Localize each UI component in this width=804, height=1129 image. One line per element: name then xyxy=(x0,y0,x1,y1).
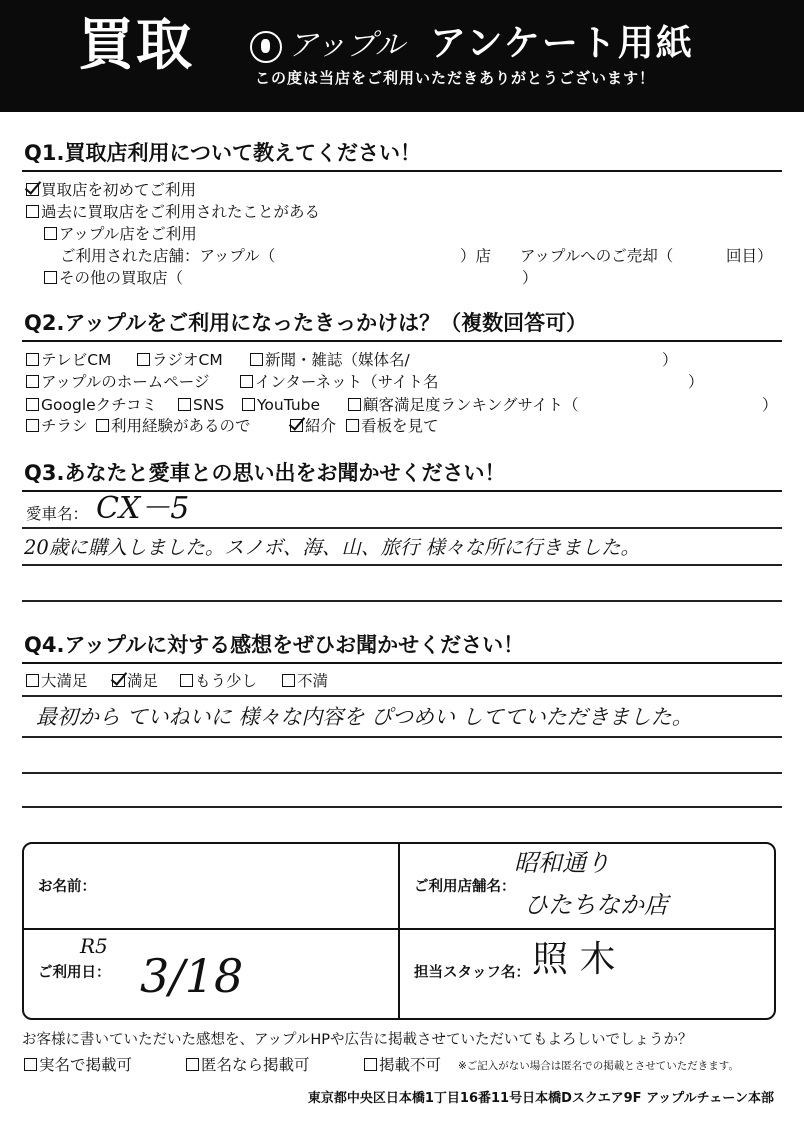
q1-option-other-label: その他の買取店（ xyxy=(59,269,184,287)
staff-name-label: 担当スタッフ名： xyxy=(414,965,530,981)
brand-logo xyxy=(250,28,405,64)
header-big-title: 買取 xyxy=(78,13,194,78)
q1-option-first-label: 買取店を初めてご利用 xyxy=(41,181,197,199)
q1-heading: Q1.買取店利用について教えてください！ xyxy=(24,141,422,165)
q4-line-1 xyxy=(22,695,782,697)
publish-option-real-name[interactable] xyxy=(24,1055,132,1075)
q4-option-unsatisfied-label: 不満 xyxy=(297,672,329,690)
q1-sales-count-label: アップルへのご売却（ xyxy=(520,247,674,265)
q2-ranking-close: ） xyxy=(762,396,778,414)
checkbox-icon[interactable] xyxy=(96,419,109,432)
header-subtitle: この度は当店をご利用いただきありがとうございます！ xyxy=(255,69,656,87)
publish-option-not-allowed-label: 掲載不可 xyxy=(379,1056,442,1074)
q1-underline xyxy=(22,170,782,172)
usage-date-label: ご利用日： xyxy=(38,965,111,981)
q4-comment-text: 最初から ていねいに 様々な内容を ぴつめい してていただきました。 xyxy=(36,705,693,729)
q4-line-2 xyxy=(22,736,782,738)
checkbox-icon[interactable] xyxy=(348,398,361,411)
usage-date-era: R5 xyxy=(80,934,108,958)
q2-option-radio-label: ラジオCM xyxy=(152,351,223,369)
q1-option-first[interactable] xyxy=(26,180,196,200)
publish-option-real-label: 実名で掲載可 xyxy=(39,1056,133,1074)
q2-option-signboard-label: 看板を見て xyxy=(361,417,439,435)
q2-option-tv[interactable] xyxy=(26,350,111,370)
header-banner xyxy=(0,0,804,112)
checkbox-checked-icon[interactable] xyxy=(290,419,303,432)
q4-option-more-label: もう少し xyxy=(195,672,258,690)
checkbox-icon[interactable] xyxy=(26,419,39,432)
q1-other-close: ） xyxy=(522,269,538,287)
q3-line-2 xyxy=(22,564,782,566)
q2-option-homepage-label: アップルのホームページ xyxy=(41,373,210,391)
q2-option-radio[interactable] xyxy=(137,350,223,370)
q1-option-apple[interactable] xyxy=(44,224,197,244)
brand-name: アップル xyxy=(288,28,405,63)
shop-name-value-line1: 昭和通り xyxy=(514,849,610,877)
q4-option-satisfied[interactable] xyxy=(112,671,158,691)
publish-note: ※ご記入がない場合は匿名での掲載とさせていただきます。 xyxy=(458,1060,739,1072)
publish-option-anonymous[interactable] xyxy=(186,1055,310,1075)
q2-option-homepage[interactable] xyxy=(26,372,210,392)
q2-option-tv-label: テレビCM xyxy=(41,351,112,369)
checkbox-checked-icon[interactable] xyxy=(112,674,125,687)
q2-option-referral-label: 紹介 xyxy=(305,417,337,435)
q2-option-flyer-label: チラシ xyxy=(41,417,88,435)
q1-sales-count-close: 回目） xyxy=(726,247,773,265)
checkbox-icon[interactable] xyxy=(240,375,253,388)
checkbox-icon[interactable] xyxy=(137,353,150,366)
usage-date-value: 3/18 xyxy=(140,949,244,1003)
company-address: 東京都中央区日本橋1丁目16番11号日本橋Dスクエア9F アップルチェーン本部 xyxy=(307,1091,774,1106)
checkbox-icon[interactable] xyxy=(26,205,39,218)
q2-option-sns[interactable] xyxy=(178,395,224,415)
q2-heading: Q2.アップルをご利用になったきっかけは？（複数回答可） xyxy=(24,311,588,335)
shop-name-value-line2: ひたちなか店 xyxy=(524,891,668,919)
checkbox-icon[interactable] xyxy=(26,674,39,687)
q4-option-more[interactable] xyxy=(180,671,257,691)
publish-permission-question: お客様に書いていただいた感想を、アップルHPや広告に掲載させていただいてもよろしいでしょうか？ xyxy=(22,1032,693,1048)
q1-shop-field-close: ）店 xyxy=(460,247,492,265)
q2-option-google-label: Googleクチコミ xyxy=(41,396,158,414)
checkbox-icon[interactable] xyxy=(26,353,39,366)
panel-vertical-divider xyxy=(398,844,400,1018)
header-title: アンケート用紙 xyxy=(430,23,694,64)
q3-heading: Q3.あなたと愛車との思い出をお聞かせください！ xyxy=(24,461,506,485)
q4-heading: Q4.アップルに対する感想をぜひお聞かせください！ xyxy=(24,633,525,657)
q2-option-experience-label: 利用経験があるので xyxy=(111,417,251,435)
q3-line-3 xyxy=(22,600,782,602)
q4-underline xyxy=(22,662,782,664)
checkbox-icon[interactable] xyxy=(346,419,359,432)
q2-option-flyer[interactable] xyxy=(26,416,88,436)
checkbox-icon[interactable] xyxy=(44,227,57,240)
q2-option-google[interactable] xyxy=(26,395,157,415)
q2-option-internet[interactable] xyxy=(240,372,439,392)
q3-car-value: CX－5 xyxy=(96,491,190,526)
q3-memory-text: 20歳に購入しました。スノボ、海、山、旅行 様々な所に行きました。 xyxy=(24,536,641,559)
publish-option-anonymous-label: 匿名なら掲載可 xyxy=(201,1056,310,1074)
q2-option-youtube[interactable] xyxy=(242,395,320,415)
q2-option-news-label: 新聞・雑誌（媒体名/ xyxy=(265,351,410,369)
q2-option-sns-label: SNS xyxy=(193,396,225,414)
q4-line-4 xyxy=(22,806,782,808)
checkbox-icon[interactable] xyxy=(180,674,193,687)
checkbox-icon[interactable] xyxy=(242,398,255,411)
q1-option-other[interactable] xyxy=(44,268,183,288)
checkbox-icon[interactable] xyxy=(44,271,57,284)
q1-option-apple-label: アップル店をご利用 xyxy=(59,225,197,243)
q3-car-label: 愛車名： xyxy=(26,505,89,523)
q2-news-close: ） xyxy=(662,351,678,369)
checkbox-icon[interactable] xyxy=(26,398,39,411)
q2-internet-close: ） xyxy=(688,373,704,391)
q2-option-signboard[interactable] xyxy=(346,416,439,436)
publish-option-not-allowed[interactable] xyxy=(364,1055,441,1075)
staff-name-value: 照 木 xyxy=(532,939,616,980)
q2-option-internet-label: インターネット（サイト名 xyxy=(255,373,439,391)
q1-option-past-label: 過去に買取店をご利用されたことがある xyxy=(41,203,321,221)
checkbox-icon[interactable] xyxy=(364,1058,377,1071)
q2-option-youtube-label: YouTube xyxy=(257,396,321,414)
q2-option-referral[interactable] xyxy=(290,416,336,436)
q1-option-past[interactable] xyxy=(26,202,320,222)
checkbox-checked-icon[interactable] xyxy=(26,183,39,196)
q4-option-very-label: 大満足 xyxy=(41,672,88,690)
q2-option-ranking[interactable] xyxy=(348,395,578,415)
checkbox-icon[interactable] xyxy=(26,375,39,388)
q2-underline xyxy=(22,340,782,342)
apple-logo-icon xyxy=(250,31,282,63)
q3-line-1 xyxy=(22,527,782,529)
q4-option-satisfied-label: 満足 xyxy=(127,672,159,690)
checkbox-icon[interactable] xyxy=(186,1058,199,1071)
panel-horizontal-divider xyxy=(24,928,774,930)
q4-line-3 xyxy=(22,772,782,774)
name-label: お名前： xyxy=(38,879,96,895)
checkbox-icon[interactable] xyxy=(24,1058,37,1071)
q4-option-unsatisfied[interactable] xyxy=(282,671,328,691)
checkbox-icon[interactable] xyxy=(250,353,263,366)
q2-option-news[interactable] xyxy=(250,350,410,370)
customer-info-panel xyxy=(22,842,776,1020)
shop-name-label: ご利用店舗名： xyxy=(414,879,516,895)
q2-option-ranking-label: 顧客満足度ランキングサイト（ xyxy=(363,396,579,414)
checkbox-icon[interactable] xyxy=(282,674,295,687)
q4-option-very-satisfied[interactable] xyxy=(26,671,88,691)
q1-shop-field-label: ご利用された店舗：アップル（ xyxy=(60,247,276,265)
q2-option-experience[interactable] xyxy=(96,416,251,436)
checkbox-icon[interactable] xyxy=(178,398,191,411)
